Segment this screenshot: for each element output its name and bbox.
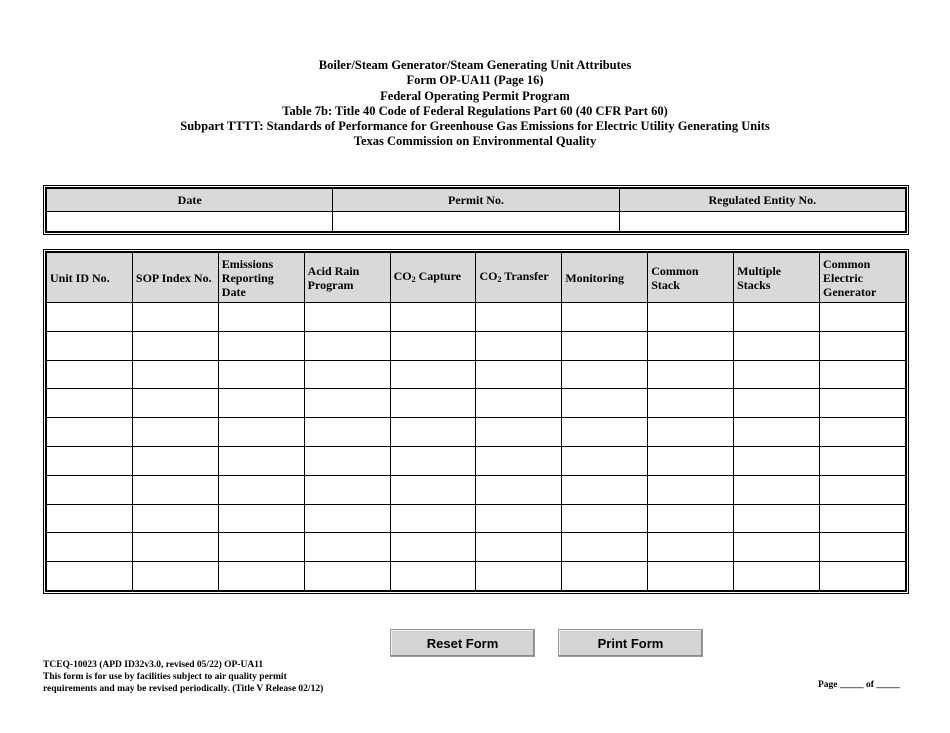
table-cell bbox=[390, 331, 476, 360]
table-cell bbox=[734, 418, 820, 447]
cell-input[interactable] bbox=[48, 506, 131, 532]
cell-input[interactable] bbox=[649, 477, 732, 503]
cell-input[interactable] bbox=[649, 448, 732, 474]
table-cell bbox=[734, 475, 820, 504]
cell-input[interactable] bbox=[392, 390, 475, 416]
table-cell bbox=[47, 418, 133, 447]
table-row bbox=[47, 360, 906, 389]
table-title: Table 7b: Title 40 Code of Federal Regulations Part 60 (40 CFR Part 60) bbox=[282, 103, 668, 118]
cell-input[interactable] bbox=[306, 563, 389, 589]
cell-input[interactable] bbox=[477, 448, 560, 474]
table-cell bbox=[218, 475, 304, 504]
table-cell bbox=[47, 504, 133, 533]
cell-input[interactable] bbox=[821, 563, 904, 589]
co2-transfer-text: CO bbox=[479, 268, 498, 283]
table-cell bbox=[648, 562, 734, 591]
table-row bbox=[47, 389, 906, 418]
table-cell bbox=[820, 303, 906, 332]
table-cell bbox=[648, 303, 734, 332]
cell-input[interactable] bbox=[821, 333, 904, 359]
table-cell bbox=[562, 533, 648, 562]
unit-attributes-table bbox=[43, 249, 909, 594]
cell-input[interactable] bbox=[477, 304, 560, 330]
cell-input[interactable] bbox=[821, 534, 904, 560]
table-cell bbox=[304, 418, 390, 447]
table-cell bbox=[218, 360, 304, 389]
cell-input[interactable] bbox=[735, 563, 818, 589]
col-co2-capture bbox=[390, 253, 476, 303]
cell-input[interactable] bbox=[563, 419, 646, 445]
cell-input[interactable] bbox=[477, 477, 560, 503]
table-cell bbox=[218, 562, 304, 591]
cell-input[interactable] bbox=[649, 362, 732, 388]
table-cell bbox=[562, 303, 648, 332]
cell-input[interactable] bbox=[392, 419, 475, 445]
cell-input[interactable] bbox=[134, 477, 217, 503]
table-cell bbox=[476, 562, 562, 591]
cell-input[interactable] bbox=[563, 333, 646, 359]
cell-input[interactable] bbox=[306, 333, 389, 359]
table-body bbox=[47, 303, 906, 591]
permit-no-header: Permit No. bbox=[333, 189, 619, 212]
form-title-block bbox=[0, 58, 950, 150]
table-cell bbox=[820, 360, 906, 389]
table-cell bbox=[820, 475, 906, 504]
table-cell bbox=[304, 446, 390, 475]
permit-no-field[interactable] bbox=[333, 212, 618, 231]
cell-input[interactable] bbox=[735, 419, 818, 445]
table-cell bbox=[476, 389, 562, 418]
table-cell bbox=[218, 331, 304, 360]
cell-input[interactable] bbox=[735, 362, 818, 388]
cell-input[interactable] bbox=[821, 419, 904, 445]
table-cell bbox=[476, 418, 562, 447]
cell-input[interactable] bbox=[821, 304, 904, 330]
cell-input[interactable] bbox=[134, 448, 217, 474]
table-cell bbox=[562, 331, 648, 360]
table-cell bbox=[218, 418, 304, 447]
cell-input[interactable] bbox=[220, 304, 303, 330]
table-cell bbox=[132, 418, 218, 447]
table-cell bbox=[648, 418, 734, 447]
table-cell bbox=[47, 562, 133, 591]
table-cell bbox=[390, 562, 476, 591]
cell-input[interactable] bbox=[220, 333, 303, 359]
table-cell bbox=[390, 360, 476, 389]
regulated-entity-cell bbox=[619, 212, 905, 232]
table-cell bbox=[132, 446, 218, 475]
cell-input[interactable] bbox=[392, 448, 475, 474]
table-cell bbox=[820, 389, 906, 418]
cell-input[interactable] bbox=[48, 362, 131, 388]
cell-input[interactable] bbox=[392, 477, 475, 503]
table-row bbox=[47, 303, 906, 332]
table-cell bbox=[132, 475, 218, 504]
table-row bbox=[47, 331, 906, 360]
cell-input[interactable] bbox=[477, 333, 560, 359]
table-cell bbox=[476, 303, 562, 332]
cell-input[interactable] bbox=[134, 419, 217, 445]
cell-input[interactable] bbox=[563, 506, 646, 532]
cell-input[interactable] bbox=[563, 477, 646, 503]
table-cell bbox=[304, 533, 390, 562]
cell-input[interactable] bbox=[134, 506, 217, 532]
table-cell bbox=[304, 562, 390, 591]
table-cell bbox=[132, 331, 218, 360]
cell-input[interactable] bbox=[392, 506, 475, 532]
table-cell bbox=[390, 446, 476, 475]
print-form-button[interactable]: Print Form bbox=[558, 629, 703, 657]
table-cell bbox=[47, 303, 133, 332]
agency-name: Texas Commission on Environmental Quality bbox=[353, 134, 597, 149]
cell-input[interactable] bbox=[48, 534, 131, 560]
table-row bbox=[47, 533, 906, 562]
table-cell bbox=[390, 504, 476, 533]
table-cell bbox=[132, 533, 218, 562]
table-cell bbox=[132, 360, 218, 389]
cell-input[interactable] bbox=[563, 448, 646, 474]
cell-input[interactable] bbox=[821, 448, 904, 474]
table-cell bbox=[648, 389, 734, 418]
cell-input[interactable] bbox=[563, 304, 646, 330]
cell-input[interactable] bbox=[220, 477, 303, 503]
usage-note-line1: This form is for use by facilities subject to air quality permit bbox=[43, 672, 287, 682]
cell-input[interactable] bbox=[392, 563, 475, 589]
cell-input[interactable] bbox=[306, 362, 389, 388]
cell-input[interactable] bbox=[821, 390, 904, 416]
regulated-entity-header: Regulated Entity No. bbox=[619, 189, 905, 212]
cell-input[interactable] bbox=[392, 534, 475, 560]
cell-input[interactable] bbox=[649, 534, 732, 560]
co2-capture-text: CO bbox=[393, 268, 412, 283]
table-cell bbox=[132, 504, 218, 533]
table-cell bbox=[562, 475, 648, 504]
cell-input[interactable] bbox=[735, 448, 818, 474]
subpart-title: Subpart TTTT: Standards of Performance for Greenhouse Gas Emissions for Electric Utility Generating Units bbox=[180, 119, 770, 134]
col-unit-id: Unit ID No. bbox=[47, 253, 133, 303]
table-cell bbox=[218, 389, 304, 418]
cell-input[interactable] bbox=[735, 333, 818, 359]
table-cell bbox=[476, 331, 562, 360]
cell-input[interactable] bbox=[477, 362, 560, 388]
cell-input[interactable] bbox=[48, 419, 131, 445]
table-cell bbox=[648, 446, 734, 475]
cell-input[interactable] bbox=[134, 333, 217, 359]
cell-input[interactable] bbox=[735, 390, 818, 416]
table-cell bbox=[218, 504, 304, 533]
reset-form-button[interactable]: Reset Form bbox=[390, 629, 535, 657]
cell-input[interactable] bbox=[48, 333, 131, 359]
cell-input[interactable] bbox=[392, 333, 475, 359]
cell-input[interactable] bbox=[220, 534, 303, 560]
table-cell bbox=[562, 446, 648, 475]
cell-input[interactable] bbox=[649, 304, 732, 330]
cell-input[interactable] bbox=[392, 304, 475, 330]
table-cell bbox=[820, 331, 906, 360]
table-cell bbox=[132, 389, 218, 418]
cell-input[interactable] bbox=[735, 506, 818, 532]
table-row bbox=[47, 418, 906, 447]
table-cell bbox=[476, 446, 562, 475]
form-id: TCEQ-10023 (APD ID32v3.0, revised 05/22) OP-UA11 bbox=[43, 660, 264, 670]
co2-capture-suffix: Capture bbox=[415, 268, 462, 283]
table-cell bbox=[476, 475, 562, 504]
table-cell bbox=[47, 475, 133, 504]
table-cell bbox=[648, 475, 734, 504]
col-acid-rain-program: Acid Rain Program bbox=[304, 253, 390, 303]
table-cell bbox=[132, 303, 218, 332]
subscript-2: 2 bbox=[497, 274, 502, 284]
table-cell bbox=[734, 331, 820, 360]
table-cell bbox=[820, 418, 906, 447]
cell-input[interactable] bbox=[821, 477, 904, 503]
table-cell bbox=[476, 360, 562, 389]
cell-input[interactable] bbox=[306, 506, 389, 532]
table-cell bbox=[734, 533, 820, 562]
cell-input[interactable] bbox=[48, 477, 131, 503]
cell-input[interactable] bbox=[649, 333, 732, 359]
cell-input[interactable] bbox=[306, 419, 389, 445]
regulated-entity-field[interactable] bbox=[620, 212, 905, 231]
col-monitoring: Monitoring bbox=[562, 253, 648, 303]
col-common-stack: Common Stack bbox=[648, 253, 734, 303]
cell-input[interactable] bbox=[735, 304, 818, 330]
cell-input[interactable] bbox=[563, 390, 646, 416]
col-common-electric-generator: Common Electric Generator bbox=[820, 253, 906, 303]
cell-input[interactable] bbox=[735, 477, 818, 503]
usage-note-line2: requirements and may be revised periodically. (Title V Release 02/12) bbox=[43, 684, 324, 694]
table-row bbox=[47, 475, 906, 504]
table-cell bbox=[218, 303, 304, 332]
cell-input[interactable] bbox=[735, 534, 818, 560]
cell-input[interactable] bbox=[48, 563, 131, 589]
cell-input[interactable] bbox=[477, 563, 560, 589]
table-cell bbox=[648, 533, 734, 562]
table-cell bbox=[47, 360, 133, 389]
table-cell bbox=[304, 389, 390, 418]
cell-input[interactable] bbox=[306, 477, 389, 503]
table-cell bbox=[390, 303, 476, 332]
cell-input[interactable] bbox=[220, 419, 303, 445]
table-row bbox=[47, 562, 906, 591]
table-cell bbox=[47, 389, 133, 418]
table-cell bbox=[476, 504, 562, 533]
co2-transfer-suffix: Transfer bbox=[501, 268, 549, 283]
date-cell bbox=[47, 212, 333, 232]
program-name: Federal Operating Permit Program bbox=[380, 88, 570, 103]
cell-input[interactable] bbox=[477, 534, 560, 560]
form-footer bbox=[43, 659, 323, 695]
cell-input[interactable] bbox=[477, 419, 560, 445]
table-cell bbox=[47, 331, 133, 360]
cell-input[interactable] bbox=[821, 506, 904, 532]
cell-input[interactable] bbox=[48, 390, 131, 416]
table-cell bbox=[734, 360, 820, 389]
permit-no-cell bbox=[333, 212, 619, 232]
cell-input[interactable] bbox=[306, 534, 389, 560]
table-cell bbox=[132, 562, 218, 591]
table-cell bbox=[390, 389, 476, 418]
cell-input[interactable] bbox=[649, 390, 732, 416]
cell-input[interactable] bbox=[220, 390, 303, 416]
table-cell bbox=[390, 418, 476, 447]
table-cell bbox=[820, 504, 906, 533]
table-cell bbox=[562, 504, 648, 533]
table-cell bbox=[47, 446, 133, 475]
table-cell bbox=[648, 331, 734, 360]
table-cell bbox=[820, 533, 906, 562]
table-cell bbox=[304, 303, 390, 332]
cell-input[interactable] bbox=[563, 362, 646, 388]
page-number: Page _____ of _____ bbox=[818, 680, 901, 690]
table-cell bbox=[820, 562, 906, 591]
col-emissions-reporting-date: Emissions Reporting Date bbox=[218, 253, 304, 303]
col-multiple-stacks: Multiple Stacks bbox=[734, 253, 820, 303]
table-cell bbox=[304, 360, 390, 389]
table-cell bbox=[734, 303, 820, 332]
cell-input[interactable] bbox=[48, 448, 131, 474]
cell-input[interactable] bbox=[477, 390, 560, 416]
col-sop-index: SOP Index No. bbox=[132, 253, 218, 303]
form-number: Form OP-UA11 (Page 16) bbox=[406, 73, 544, 88]
cell-input[interactable] bbox=[220, 362, 303, 388]
cell-input[interactable] bbox=[134, 534, 217, 560]
table-cell bbox=[304, 475, 390, 504]
table-cell bbox=[47, 533, 133, 562]
cell-input[interactable] bbox=[220, 448, 303, 474]
permit-info-table bbox=[43, 185, 909, 235]
table-cell bbox=[304, 331, 390, 360]
cell-input[interactable] bbox=[306, 304, 389, 330]
date-field[interactable] bbox=[47, 212, 332, 231]
table-cell bbox=[218, 446, 304, 475]
table-cell bbox=[390, 533, 476, 562]
cell-input[interactable] bbox=[306, 448, 389, 474]
cell-input[interactable] bbox=[134, 304, 217, 330]
table-cell bbox=[476, 533, 562, 562]
cell-input[interactable] bbox=[477, 506, 560, 532]
cell-input[interactable] bbox=[649, 419, 732, 445]
table-cell bbox=[390, 475, 476, 504]
table-cell bbox=[218, 533, 304, 562]
table-cell bbox=[734, 562, 820, 591]
form-title: Boiler/Steam Generator/Steam Generating Unit Attributes bbox=[318, 58, 632, 72]
cell-input[interactable] bbox=[821, 362, 904, 388]
col-co2-transfer bbox=[476, 253, 562, 303]
table-cell bbox=[734, 504, 820, 533]
date-header: Date bbox=[47, 189, 333, 212]
cell-input[interactable] bbox=[220, 563, 303, 589]
table-cell bbox=[648, 360, 734, 389]
cell-input[interactable] bbox=[563, 563, 646, 589]
table-cell bbox=[562, 562, 648, 591]
cell-input[interactable] bbox=[563, 534, 646, 560]
table-cell bbox=[734, 446, 820, 475]
cell-input[interactable] bbox=[48, 304, 131, 330]
table-row bbox=[47, 504, 906, 533]
table-cell bbox=[734, 389, 820, 418]
cell-input[interactable] bbox=[649, 506, 732, 532]
cell-input[interactable] bbox=[134, 390, 217, 416]
table-cell bbox=[562, 389, 648, 418]
cell-input[interactable] bbox=[649, 563, 732, 589]
cell-input[interactable] bbox=[392, 362, 475, 388]
cell-input[interactable] bbox=[134, 563, 217, 589]
table-cell bbox=[648, 504, 734, 533]
subscript-2: 2 bbox=[411, 274, 416, 284]
cell-input[interactable] bbox=[220, 506, 303, 532]
table-row bbox=[47, 446, 906, 475]
table-cell bbox=[820, 446, 906, 475]
table-cell bbox=[304, 504, 390, 533]
table-cell bbox=[562, 418, 648, 447]
cell-input[interactable] bbox=[134, 362, 217, 388]
table-cell bbox=[562, 360, 648, 389]
cell-input[interactable] bbox=[306, 390, 389, 416]
